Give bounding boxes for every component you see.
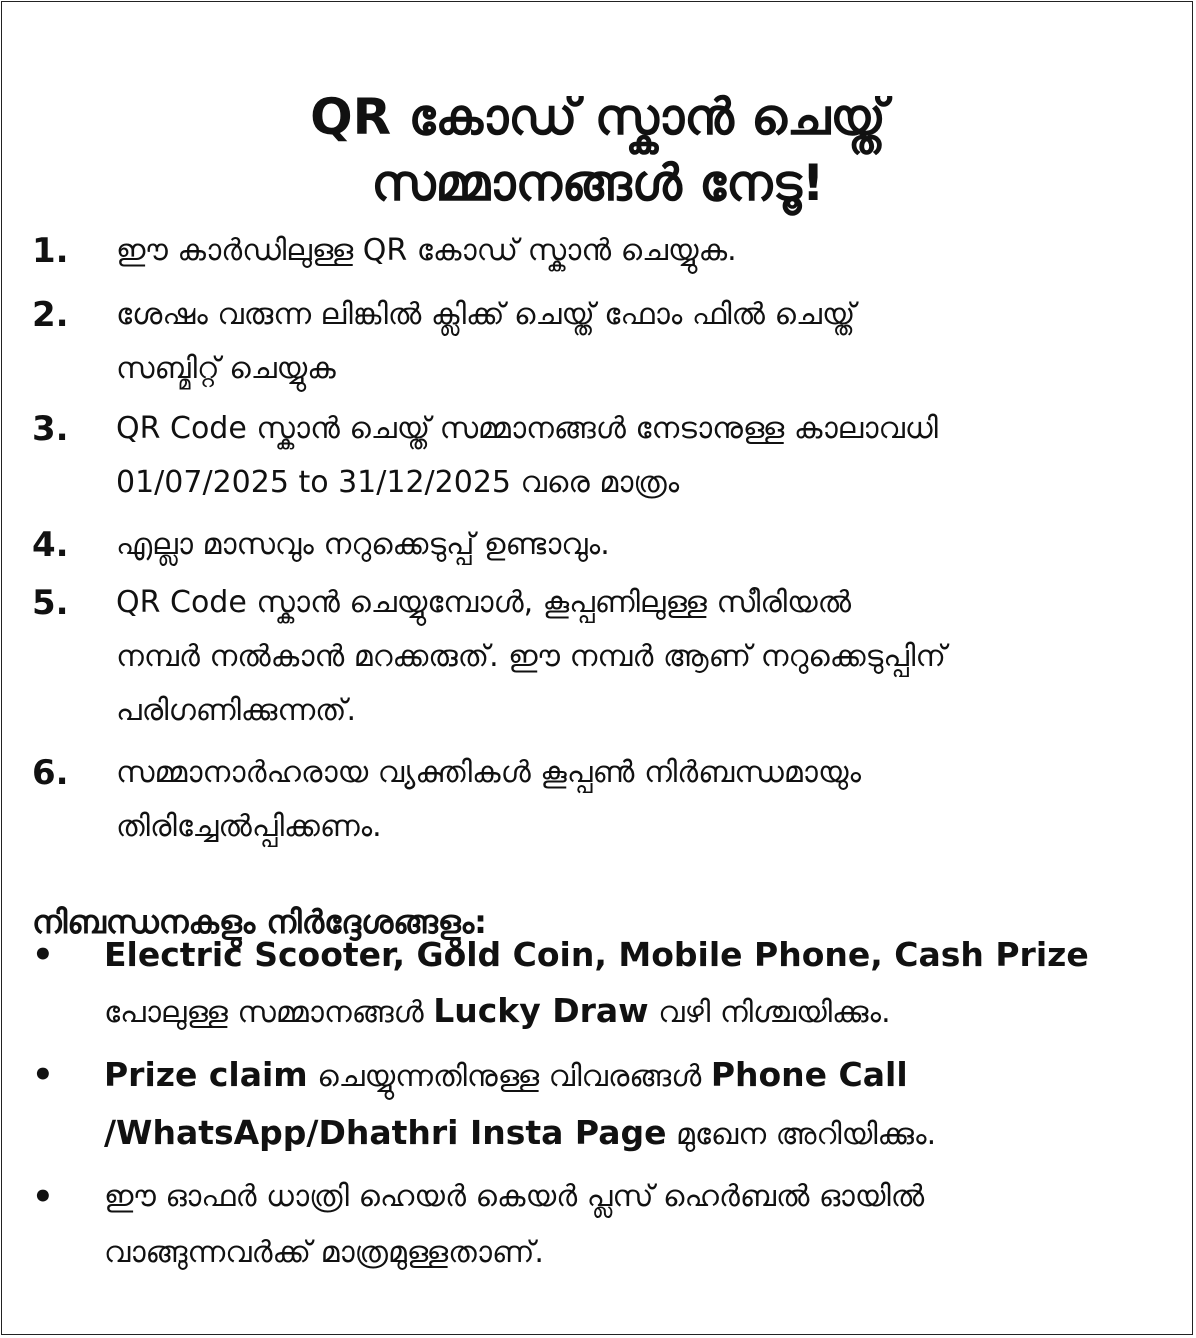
bullet-icon: • [32,1055,54,1095]
term-item [32,1169,1172,1281]
step-line: ഈ കാർഡിലുള്ള QR കോഡ് സ്കാൻ ചെയ്യുക. [116,233,737,268]
step-item [32,746,1172,854]
step-line: സബ്മിറ്റ് ചെയ്യുക [116,351,336,386]
term-text [104,927,1172,1041]
step-item [32,576,1172,738]
term-fragment-bold: /WhatsApp/Dhathri Insta Page [104,1113,667,1152]
step-item [32,518,1172,572]
step-line: സമ്മാനാർഹരായ വ്യക്തികൾ കൂപ്പൺ നിർബന്ധമായും [116,755,862,790]
step-number: 1. [32,231,69,271]
step-line: തിരിച്ചേൽപ്പിക്കണം. [116,809,382,844]
term-item [32,927,1172,1041]
title-line-2: സമ്മാനങ്ങൾ നേടൂ! [371,153,825,212]
step-line: പരിഗണിക്കുന്നത്. [116,693,357,728]
bullet-icon: • [32,1177,54,1217]
term-fragment: മുഖേന അറിയിക്കും. [666,1117,937,1152]
step-number: 5. [32,583,69,623]
term-line: Electric Scooter, Gold Coin, Mobile Phone, Cash Prize [104,935,1089,974]
promo-card [1,1,1193,1335]
step-item [32,224,1172,278]
step-line: നമ്പർ നൽകാൻ മറക്കരുത്. ഈ നമ്പർ ആണ് നറുക്കെടുപ്പിന് [116,639,946,674]
term-fragment: പോലുള്ള സമ്മാനങ്ങൾ [104,995,434,1030]
step-item [32,402,1172,510]
step-text [116,288,1172,396]
bullet-icon: • [32,935,54,975]
step-text [116,224,1172,278]
term-text [104,1169,1172,1281]
step-line: QR Code സ്കാൻ ചെയ്യുമ്പോൾ, കൂപ്പണിലുള്ള സീരിയൽ [116,585,852,620]
step-text [116,402,1172,510]
page-title [2,84,1194,216]
term-line [104,983,1172,1041]
term-fragment-bold: Prize claim [104,1055,308,1094]
step-line: എല്ലാ മാസവും നറുക്കെടുപ്പ് ഉണ്ടാവും. [116,527,610,562]
term-fragment: ചെയ്യുന്നതിനുള്ള വിവരങ്ങൾ [307,1059,711,1094]
term-item [32,1047,1172,1163]
term-line: വാങ്ങുന്നവർക്ക് മാത്രമുള്ളതാണ്. [104,1235,544,1270]
step-text [116,576,1172,738]
terms-heading: നിബന്ധനകളും നിർദ്ദേശങ്ങളും: [32,902,487,941]
step-number: 4. [32,525,69,565]
step-line: 01/07/2025 to 31/12/2025 വരെ മാത്രം [116,465,680,500]
title-line-1: QR കോഡ് സ്കാൻ ചെയ്ത് [310,87,886,146]
step-line: QR Code സ്കാൻ ചെയ്ത് സമ്മാനങ്ങൾ നേടാനുള്ള കാലാവധി [116,411,938,446]
step-item [32,288,1172,396]
term-fragment: വഴി നിശ്ചയിക്കും. [648,995,891,1030]
step-number: 6. [32,753,69,793]
steps-list [32,224,1172,854]
step-text [116,746,1172,854]
terms-list [32,927,1172,1287]
step-number: 3. [32,409,69,449]
step-text [116,518,1172,572]
term-fragment-bold: Phone Call [710,1055,908,1094]
term-line: ഈ ഓഫർ ധാത്രി ഹെയർ കെയർ പ്ലസ് ഹെർബൽ ഓയിൽ [104,1179,925,1214]
term-line [104,1105,1172,1163]
term-line [104,1047,1172,1105]
step-number: 2. [32,295,69,335]
term-text [104,1047,1172,1163]
step-line: ശേഷം വരുന്ന ലിങ്കിൽ ക്ലിക്ക് ചെയ്ത് ഫോം ഫിൽ ചെയ്ത് [116,297,856,332]
term-fragment-bold: Lucky Draw [433,991,649,1030]
